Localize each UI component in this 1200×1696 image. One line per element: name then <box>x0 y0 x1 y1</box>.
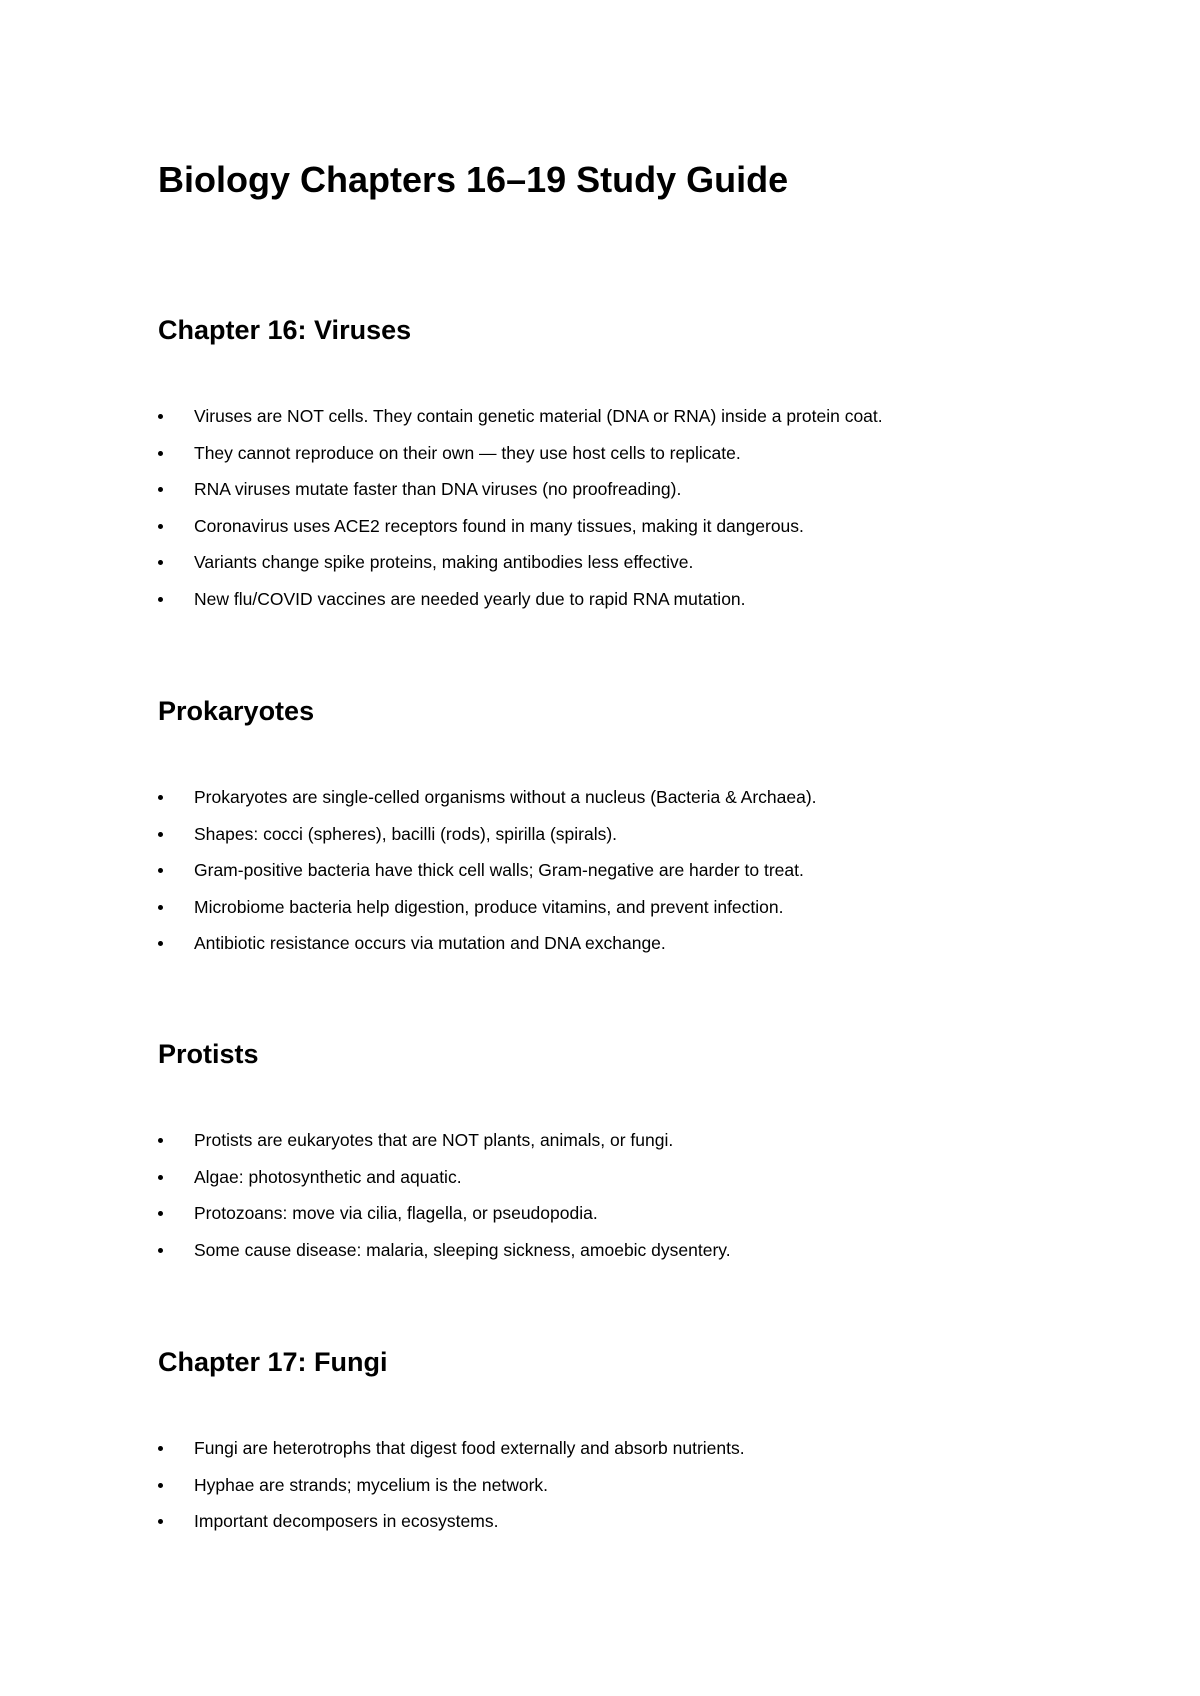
bullet-icon <box>158 1175 163 1180</box>
list-item <box>158 1467 745 1504</box>
bullet-icon <box>158 1138 163 1143</box>
list-item-text: RNA viruses mutate faster than DNA viruses (no proofreading). <box>194 479 682 499</box>
bullet-icon <box>158 1483 163 1488</box>
list-item <box>158 581 883 618</box>
list-item-text: Microbiome bacteria help digestion, produce vitamins, and prevent infection. <box>194 896 784 917</box>
bullet-icon <box>158 941 163 946</box>
bullet-icon <box>158 795 163 800</box>
list-item <box>158 816 817 853</box>
bullet-icon <box>158 905 163 910</box>
fungi-list <box>158 1430 745 1540</box>
prokaryotes-list <box>158 779 817 962</box>
bullet-icon <box>158 1248 163 1253</box>
list-item <box>158 471 883 508</box>
list-item-text: Some cause disease: malaria, sleeping sickness, amoebic dysentery. <box>194 1239 731 1260</box>
bullet-icon <box>158 1446 163 1451</box>
list-item-text: Fungi are heterotrophs that digest food externally and absorb nutrients. <box>194 1438 745 1458</box>
list-item-text: Viruses are NOT cells. They contain genetic material (DNA or RNA) inside a protein coat. <box>194 406 883 426</box>
list-item-text: Coronavirus uses ACE2 receptors found in many tissues, making it dangerous. <box>194 515 804 536</box>
bullet-icon <box>158 414 163 419</box>
list-item <box>158 1122 731 1159</box>
bullet-icon <box>158 832 163 837</box>
list-item <box>158 398 883 435</box>
bullet-icon <box>158 560 163 565</box>
list-item-text: They cannot reproduce on their own — they use host cells to replicate. <box>194 442 741 463</box>
list-item <box>158 544 883 581</box>
list-item-text: Antibiotic resistance occurs via mutation and DNA exchange. <box>194 933 666 953</box>
bullet-icon <box>158 451 163 456</box>
list-item <box>158 889 817 926</box>
list-item <box>158 435 883 472</box>
list-item-text: Protists are eukaryotes that are NOT plants, animals, or fungi. <box>194 1130 674 1150</box>
bullet-icon <box>158 1519 163 1524</box>
list-item <box>158 1430 745 1467</box>
list-item-text: New flu/COVID vaccines are needed yearly due to rapid RNA mutation. <box>194 588 746 609</box>
section-heading-prokaryotes: Prokaryotes <box>158 696 315 726</box>
list-item <box>158 852 817 889</box>
list-item-text: Variants change spike proteins, making antibodies less effective. <box>194 552 694 572</box>
section-heading-protists: Protists <box>158 1039 259 1069</box>
list-item <box>158 1195 731 1232</box>
list-item <box>158 1503 745 1540</box>
list-item-text: Prokaryotes are single-celled organisms without a nucleus (Bacteria & Archaea). <box>194 787 817 807</box>
section-heading-viruses: Chapter 16: Viruses <box>158 315 412 345</box>
bullet-icon <box>158 524 163 529</box>
protists-list <box>158 1122 731 1268</box>
list-item <box>158 779 817 816</box>
list-item <box>158 1159 731 1196</box>
bullet-icon <box>158 597 163 602</box>
list-item-text: Hyphae are strands; mycelium is the network. <box>194 1474 549 1495</box>
bullet-icon <box>158 487 163 492</box>
list-item-text: Algae: photosynthetic and aquatic. <box>194 1166 462 1187</box>
bullet-icon <box>158 868 163 873</box>
list-item-text: Shapes: cocci (spheres), bacilli (rods), spirilla (spirals). <box>194 823 618 844</box>
list-item <box>158 1232 731 1269</box>
list-item <box>158 925 817 962</box>
list-item-text: Protozoans: move via cilia, flagella, or pseudopodia. <box>194 1203 598 1223</box>
list-item-text: Important decomposers in ecosystems. <box>194 1511 499 1531</box>
bullet-icon <box>158 1211 163 1216</box>
viruses-list <box>158 398 883 617</box>
document-title: Biology Chapters 16–19 Study Guide <box>158 159 789 200</box>
list-item-text: Gram-positive bacteria have thick cell walls; Gram-negative are harder to treat. <box>194 860 804 880</box>
list-item <box>158 508 883 545</box>
section-heading-fungi: Chapter 17: Fungi <box>158 1347 388 1377</box>
